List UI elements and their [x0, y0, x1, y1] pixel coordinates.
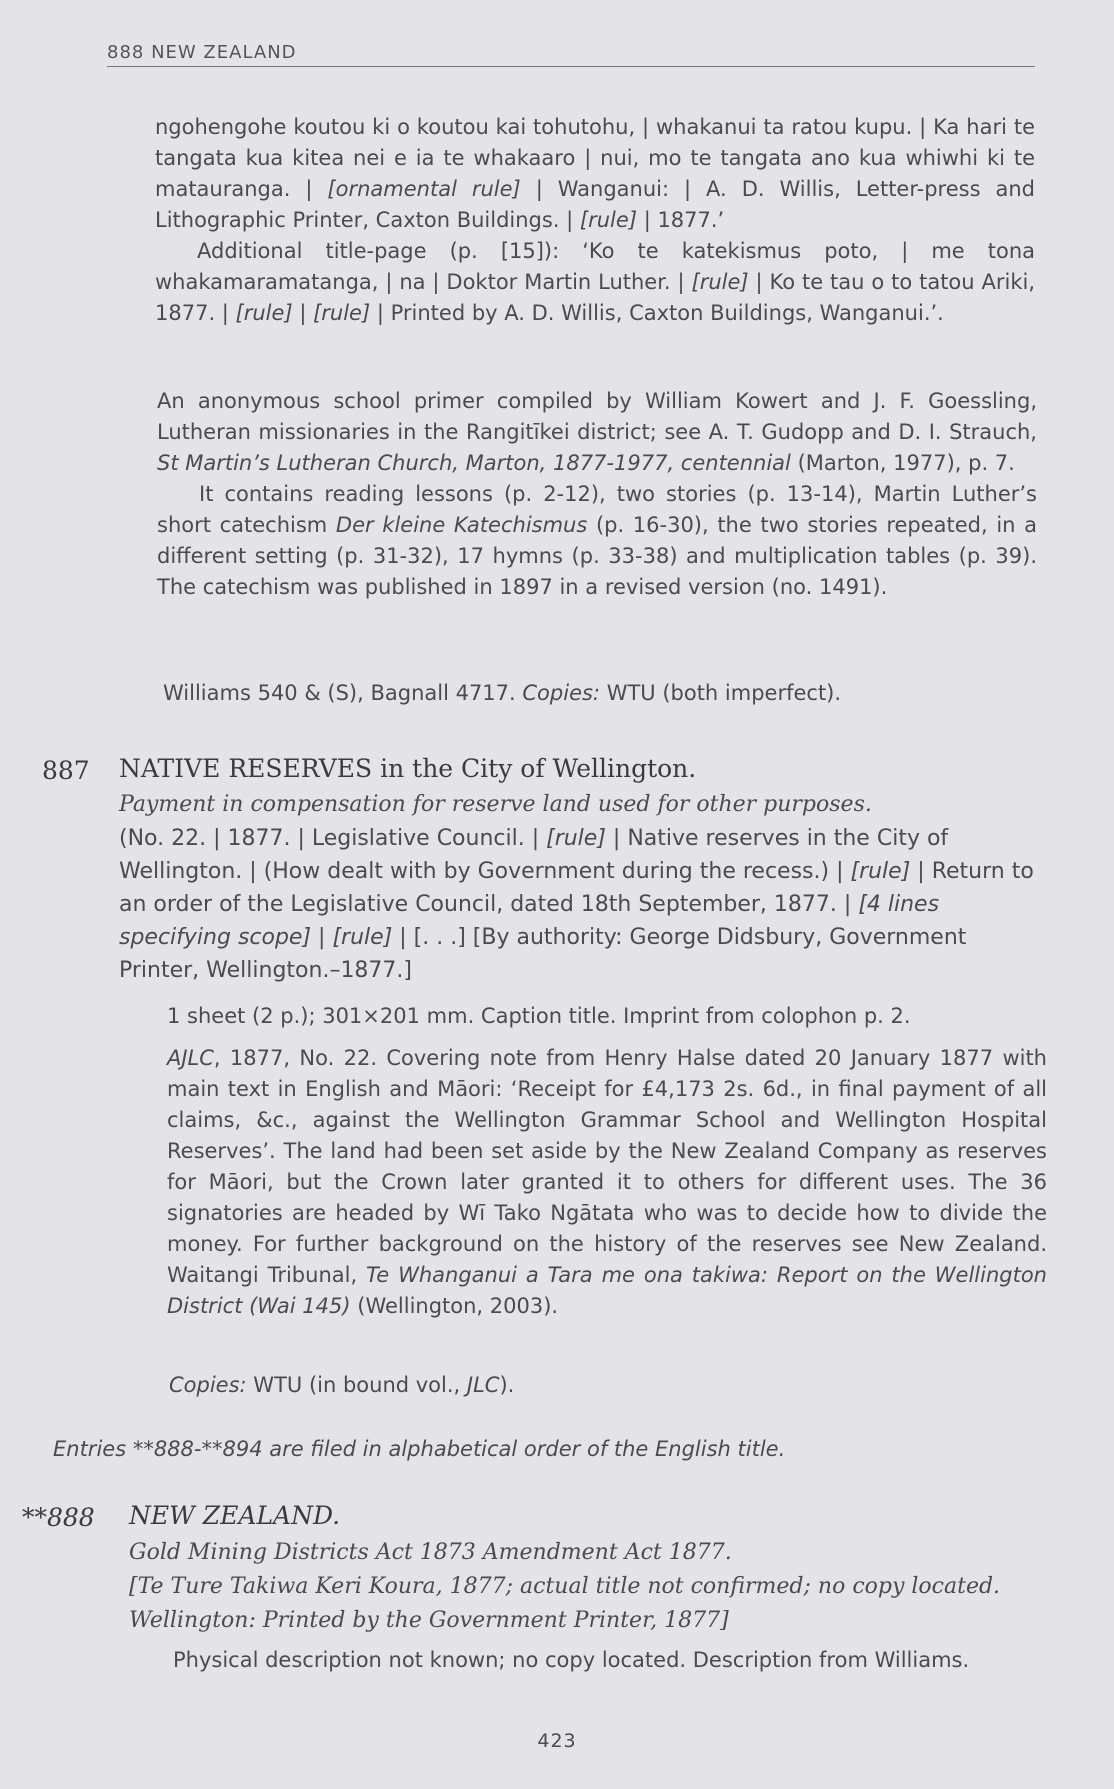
entry-886-references: Williams 540 & (S), Bagnall 4717. Copies: WTU (both imperfect).	[163, 681, 842, 705]
note-contents: It contains reading lessons (p. 2-12), two stories (p. 13-14), Martin Luther’s short catechism Der kleine Katechismus (p. 16-30), the two stories repeated, in a different setting (p. 31-32), 17 hymns (p. 33-38) and multiplication tables (p. 39). The catechism was published in 1897 in a revised version (no. 1491).	[157, 482, 1037, 599]
entry-887-physical: 1 sheet (2 p.); 301×201 mm. Caption title. Imprint from colophon p. 2.	[167, 1004, 911, 1028]
running-header-text: 888 NEW ZEALAND	[107, 42, 297, 63]
entry-888-number: **888	[22, 1503, 95, 1532]
entry-887-copies: Copies: WTU (in bound vol., JLC).	[169, 1373, 515, 1397]
entry-888-line-2: [Te Ture Takiwa Keri Koura, 1877; actual title not confirmed; no copy located.	[129, 1574, 1001, 1599]
entry-887-number: 887	[42, 756, 90, 785]
title-transcription: ngohengohe koutou ki o koutou kai tohutohu, | whakanui ta ratou kupu. | Ka hari te tangata kua kitea nei e ia te whakaaro | nui, mo te tangata ano kua whiwhi ki te matauranga. | [ornamental rule] | Wanganui: | A. D. Willis, Letter-press and Lithographic Printer, Caxton Buildings. | [rule] | 1877.’	[155, 115, 1035, 232]
entry-888-description	[129, 1536, 1049, 1638]
entry-888-line-3: Wellington: Printed by the Government Printer, 1877]	[129, 1608, 729, 1633]
running-header	[107, 42, 1035, 67]
entry-887-subtitle: Payment in compensation for reserve land used for other purposes.	[119, 792, 872, 817]
entry-887-description	[119, 788, 1039, 821]
entry-887-title: NATIVE RESERVES in the City of Wellington.	[119, 754, 697, 783]
page-number: 423	[537, 1730, 577, 1752]
entry-886-notes	[157, 386, 1037, 603]
filing-note: Entries **888-**894 are filed in alphabetical order of the English title.	[53, 1437, 786, 1461]
note-primer: An anonymous school primer compiled by William Kowert and J. F. Goessling, Lutheran missionaries in the Rangitīkei district; see A. T. Gudopp and D. I. Strauch, St Martin’s Lutheran Church, Marton, 1877-1977, centennial (Marton, 1977), p. 7.	[157, 389, 1037, 475]
entry-887-title-page: (No. 22. | 1877. | Legislative Council. | [rule] | Native reserves in the City of Wellington. | (How dealt with by Government during the recess.) | [rule] | Return to an order of the Legislative Council, dated 18th September, 1877. | [4 lines specifying scope] | [rule] | [. . .] [By authority: George Didsbury, Government Printer, Wellington.–1877.]	[119, 826, 1034, 983]
entry-888-title: NEW ZEALAND.	[129, 1501, 341, 1530]
additional-title-page: Additional title-page (p. [15]): ‘Ko te katekismus poto, | me tona whakamaramatanga, | na | Doktor Martin Luther. | [rule] | Ko te tau o to tatou Ariki, 1877. | [rule] | [rule] | Printed by A. D. Willis, Caxton Buildings, Wanganui.’.	[155, 239, 1035, 325]
entry-887-note: AJLC, 1877, No. 22. Covering note from Henry Halse dated 20 January 1877 with main text in English and Māori: ‘Receipt for £4,173 2s. 6d., in final payment of all claims, &c., against the Wellington Grammar School and Wellington Hospital Reserves’. The land had been set aside by the New Zealand Company as reserves for Māori, but the Crown later granted it to others for different uses. The 36 signatories are headed by Wī Tako Ngātata who was to decide how to divide the money. For further background on the history of the reserves see New Zealand. Waitangi Tribunal, Te Whanganui a Tara me ona takiwa: Report on the Wellington District (Wai 145) (Wellington, 2003).	[167, 1046, 1047, 1318]
entry-888-line-1: Gold Mining Districts Act 1873 Amendment Act 1877.	[129, 1540, 732, 1565]
entry-886-title-page	[155, 112, 1035, 329]
entry-888-physical: Physical description not known; no copy located. Description from Williams.	[173, 1648, 970, 1672]
